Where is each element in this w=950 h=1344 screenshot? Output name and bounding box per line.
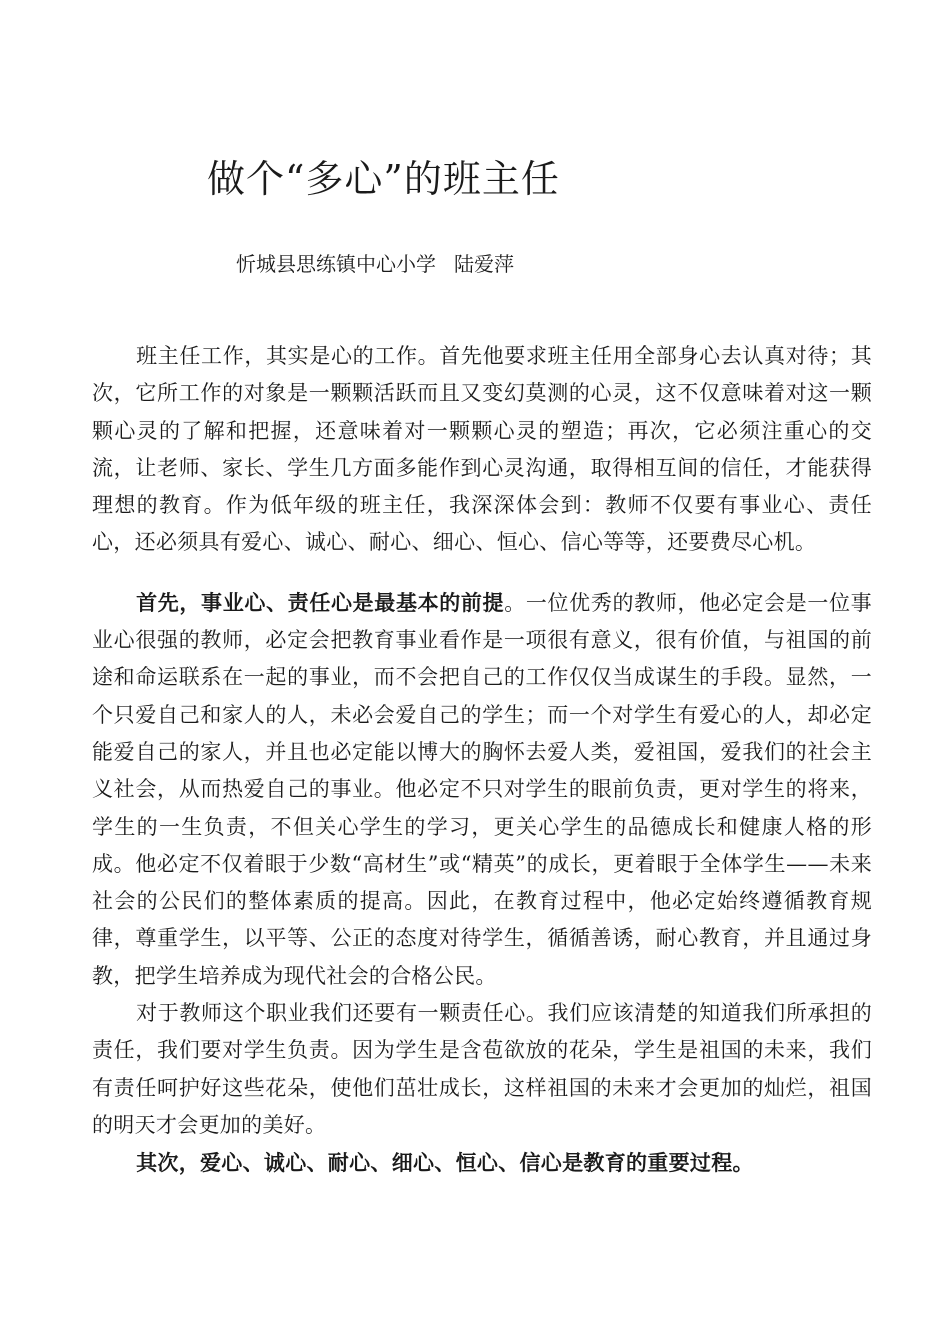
paragraph-career-responsibility	[92, 584, 872, 995]
paragraph-intro: 班主任工作，其实是心的工作。首先他要求班主任用全部身心去认真对待；其次，它所工作的对象是一颗颗活跃而且又变幻莫测的心灵，这不仅意味着对这一颗颗心灵的了解和把握，还意味着对一颗颗心灵的塑造；再次，它必须注重心的交流，让老师、家长、学生几方面多能作到心灵沟通，取得相互间的信任，才能获得理想的教育。作为低年级的班主任，我深深体会到：教师不仅要有事业心、责任心，还必须具有爱心、诚心、耐心、细心、恒心、信心等等，还要费尽心机。	[92, 344, 872, 555]
byline-school: 忻城县思练镇中心小学	[236, 252, 436, 276]
paragraph-responsibility: 对于教师这个职业我们还要有一颗责任心。我们应该清楚的知道我们所承担的责任，我们要对学生负责。因为学生是含苞欲放的花朵，学生是祖国的未来，我们有责任呵护好这些花朵，使他们茁壮成长，这样祖国的未来才会更加的灿烂，祖国的明天才会更加的美好。	[92, 1001, 872, 1137]
body-text	[92, 338, 872, 1182]
section-heading-first: 首先，事业心、责任心是最基本的前提	[136, 589, 505, 615]
page-title: 做个“多心”的班主任	[207, 157, 560, 201]
paragraph-gap	[92, 562, 872, 584]
paragraph-career-body: 。一位优秀的教师，他必定会是一位事业心很强的教师，必定会把教育事业看作是一项很有意义，很有价值，与祖国的前途和命运联系在一起的事业，而不会把自己的工作仅仅当成谋生的手段。显然，一个只爱自己和家人的人，未必会爱自己的学生；而一个对学生有爱心的人，却必定能爱自己的家人，并且也必定能以博大的胸怀去爱人类，爱祖国，爱我们的社会主义社会，从而热爱自己的事业。他必定不只对学生的眼前负责，更对学生的将来，学生的一生负责，不但关心学生的学习，更关心学生的品德成长和健康人格的形成。他必定不仅着眼于少数“高材生”或“精英”的成长，更着眼于全体学生——未来社会的公民们的整体素质的提高。因此，在教育过程中，他必定始终遵循教育规律，尊重学生，以平等、公正的态度对待学生，循循善诱，耐心教育，并且通过身教，把学生培养成为现代社会的合格公民。	[92, 590, 872, 988]
byline-author: 陆爱萍	[454, 252, 514, 276]
byline	[236, 248, 514, 277]
section-heading-second: 其次，爱心、诚心、耐心、细心、恒心、信心是教育的重要过程。	[136, 1150, 754, 1176]
